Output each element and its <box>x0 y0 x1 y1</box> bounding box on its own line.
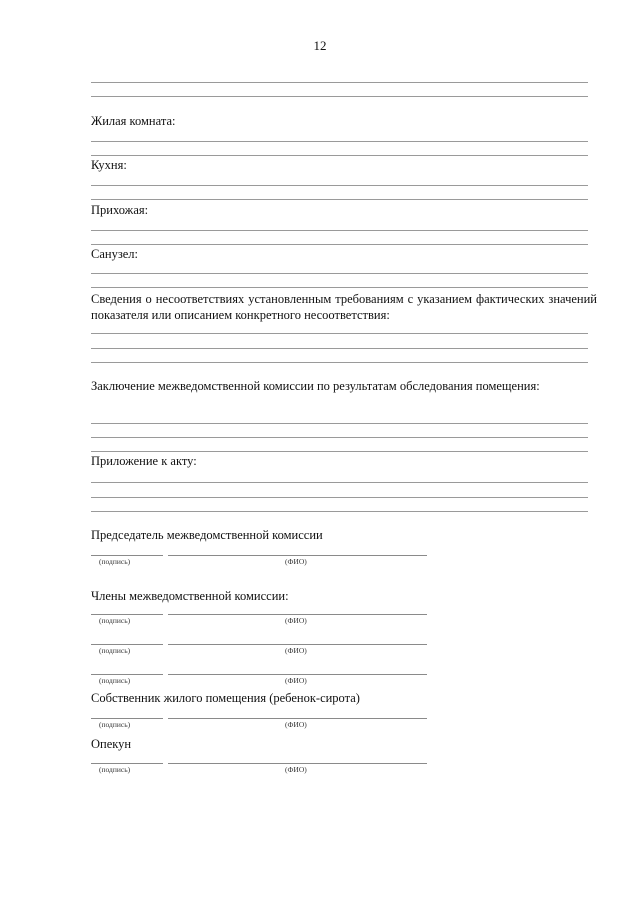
name-line <box>168 763 427 764</box>
chairman-title: Председатель межведомственной комиссии <box>91 528 323 542</box>
blank-line <box>91 497 588 498</box>
blank-line <box>91 244 588 245</box>
signature-caption: (подпись) <box>99 676 131 685</box>
owner-title: Собственник жилого помещения (ребенок-сирота) <box>91 691 360 705</box>
bathroom-label: Санузел: <box>91 247 139 261</box>
blank-line <box>91 333 588 334</box>
name-line <box>168 614 427 615</box>
signature-line <box>91 644 163 645</box>
blank-line <box>91 230 588 231</box>
name-line <box>168 555 427 556</box>
signature-caption: (подпись) <box>99 646 131 655</box>
signature-line <box>91 555 163 556</box>
members-title: Члены межведомственной комиссии: <box>91 589 289 603</box>
name-caption: (ФИО) <box>285 616 307 625</box>
name-caption: (ФИО) <box>285 720 307 729</box>
blank-line <box>91 96 588 97</box>
appendix-label: Приложение к акту: <box>91 454 197 468</box>
signature-caption: (подпись) <box>99 765 131 774</box>
guardian-title: Опекун <box>91 737 132 751</box>
blank-line <box>91 511 588 512</box>
blank-line <box>91 141 588 142</box>
blank-line <box>91 437 588 438</box>
blank-line <box>91 482 588 483</box>
name-line <box>168 674 427 675</box>
living-room-label: Жилая комната: <box>91 114 176 128</box>
blank-line <box>91 155 588 156</box>
name-caption: (ФИО) <box>285 765 307 774</box>
blank-line <box>91 423 588 424</box>
hallway-label: Прихожая: <box>91 203 149 217</box>
noncompliance-label: Сведения о несоответствиях установленным требованиям с указанием фактических значений показателя или описанием конкретного несоответствия: <box>91 292 597 322</box>
blank-line <box>91 287 588 288</box>
conclusion-label: Заключение межведомственной комиссии по результатам обследования помещения: <box>91 379 540 393</box>
name-line <box>168 644 427 645</box>
blank-line <box>91 451 588 452</box>
signature-line <box>91 763 163 764</box>
name-caption: (ФИО) <box>285 676 307 685</box>
page-number: 12 <box>313 38 327 53</box>
kitchen-label: Кухня: <box>91 158 127 172</box>
blank-line <box>91 199 588 200</box>
blank-line <box>91 362 588 363</box>
signature-line <box>91 674 163 675</box>
signature-caption: (подпись) <box>99 557 131 566</box>
blank-line <box>91 273 588 274</box>
blank-line <box>91 348 588 349</box>
name-line <box>168 718 427 719</box>
signature-caption: (подпись) <box>99 616 131 625</box>
name-caption: (ФИО) <box>285 646 307 655</box>
signature-caption: (подпись) <box>99 720 131 729</box>
blank-line <box>91 82 588 83</box>
signature-line <box>91 718 163 719</box>
blank-line <box>91 185 588 186</box>
signature-line <box>91 614 163 615</box>
name-caption: (ФИО) <box>285 557 307 566</box>
